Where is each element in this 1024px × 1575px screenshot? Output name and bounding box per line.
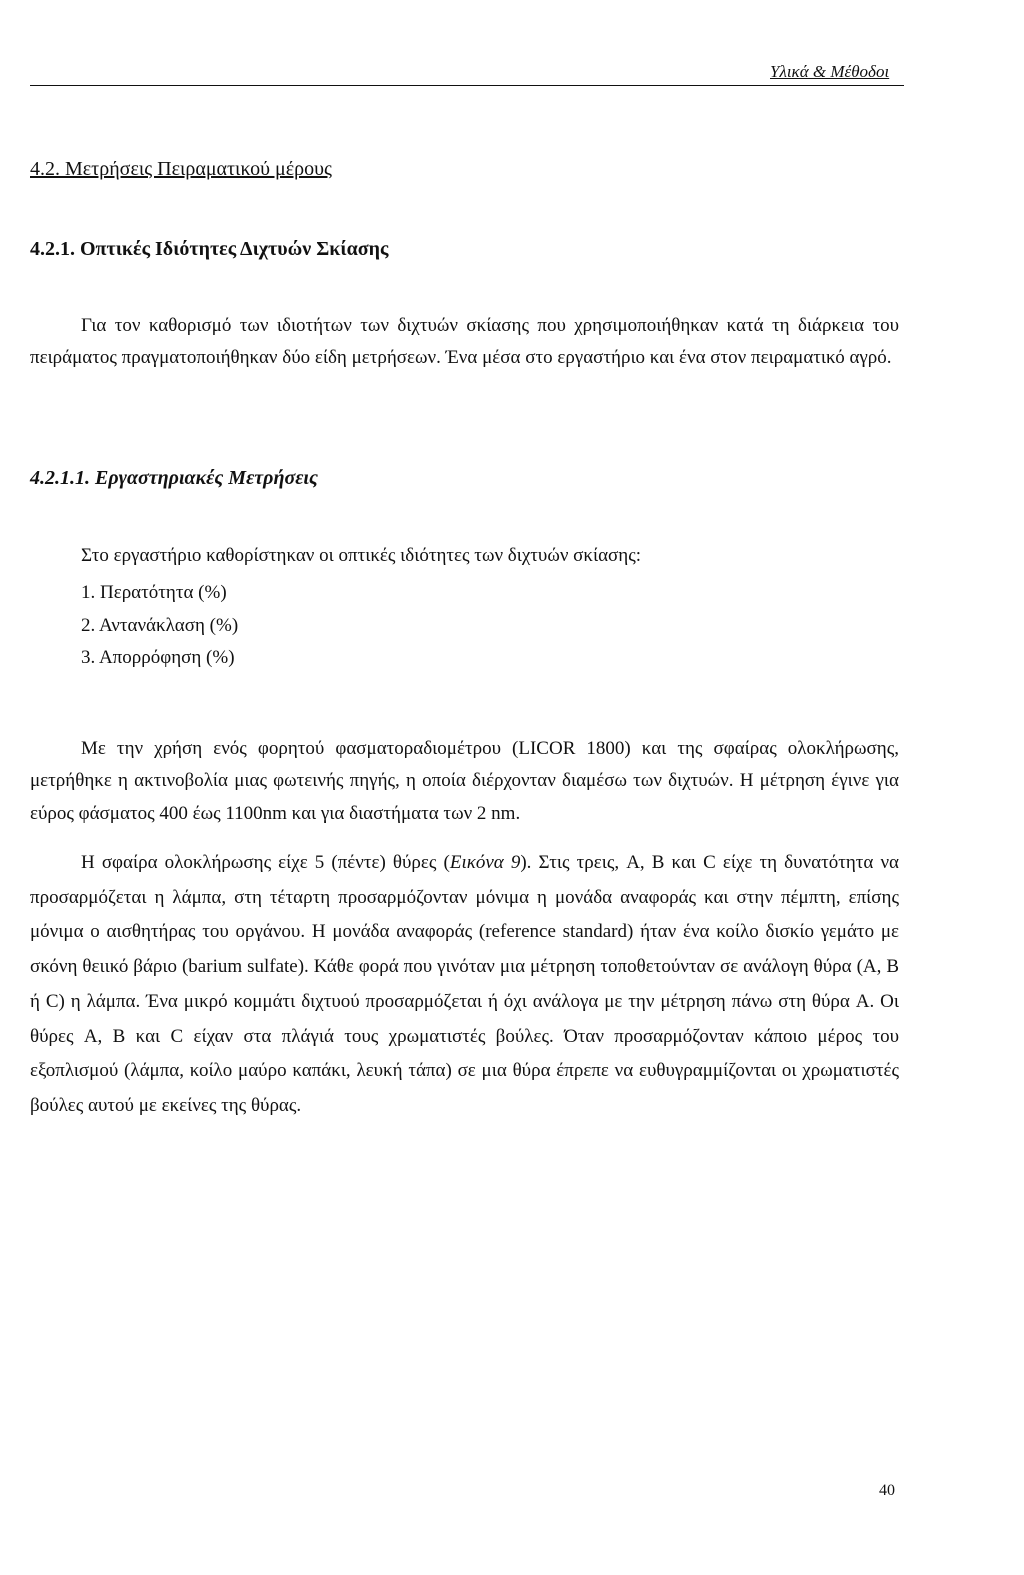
sphere-paragraph [30,846,899,1124]
sphere-paragraph-rest: ). Στις τρεις, A, B και C είχε τη δυνατότητα να προσαρμόζεται η λάμπα, στη τέταρτη προσαρμόζονταν μόνιμα η μονάδα αναφοράς και στην πέμπτη, επίσης μόνιμα ο αισθητήρας του οργάνου. Η μονάδα αναφοράς (reference standard) ήταν ένα κοίλο δισκίο γεμάτο με σκόνη θειικό βάριο (barium sulfate). Κάθε φορά που γινόταν μια μέτρηση τοποθετούνταν σε ανάλογη θύρα (A, B ή C) η λάμπα. Ένα μικρό κομμάτι διχτυού προσαρμόζεται ή όχι ανάλογα με την μέτρηση πάνω στη θύρα A. Οι θύρες A, B και C είχαν στα πλάγιά τους χρωματιστές βούλες. Όταν προσαρμόζονταν κάποιο μέρος του εξοπλισμού (λάμπα, κοίλο μαύρο καπάκι, λευκή τάπα) σε μια θύρα έπρεπε να ευθυγραμμίζονται οι χρωματιστές βούλες αυτού με εκείνες της θύρας. [30,852,900,1116]
lab-intro-paragraph: Στο εργαστήριο καθορίστηκαν οι οπτικές ιδιότητες των διχτυών σκίασης: [81,545,642,566]
subsubsection-heading: 4.2.1.1. Εργαστηριακές Μετρήσεις [30,467,318,489]
intro-paragraph: Για τον καθορισμό των ιδιοτήτων των διχτυών σκίασης που χρησιμοποιήθηκαν κατά τη διάρκεια του πειράματος πραγματοποιήθηκαν δύο είδη μετρήσεων. Ένα μέσα στο εργαστήριο και ένα στον πειραματικό αγρό. [30,315,899,369]
subsection-heading: 4.2.1. Οπτικές Ιδιότητες Διχτυών Σκίασης [30,238,389,260]
section-heading: 4.2. Μετρήσεις Πειραματικού μέρους [30,158,332,180]
method-paragraph: Με την χρήση ενός φορητού φασματοραδιομέτρου (LICOR 1800) και της σφαίρας ολοκλήρωσης, μετρήθηκε η ακτινοβολία μιας φωτεινής πηγής, η οποία διέρχονταν διαμέσω των διχτυών. Η μέτρηση έγινε για εύρος φάσματος 400 έως 1100nm και για διαστήματα των 2 nm. [30,738,899,824]
properties-list [81,577,238,675]
list-item: 3. Απορρόφηση (%) [81,647,235,668]
sphere-paragraph-start: Η σφαίρα ολοκλήρωσης είχε 5 (πέντε) θύρες ( [81,852,450,873]
list-item: 1. Περατότητα (%) [81,582,227,603]
running-header: Υλικά & Μέθοδοι [770,62,890,81]
page-number: 40 [879,1482,895,1499]
header-rule [30,85,904,86]
list-item: 2. Αντανάκλαση (%) [81,614,239,636]
figure-reference: Εικόνα 9 [449,852,521,873]
